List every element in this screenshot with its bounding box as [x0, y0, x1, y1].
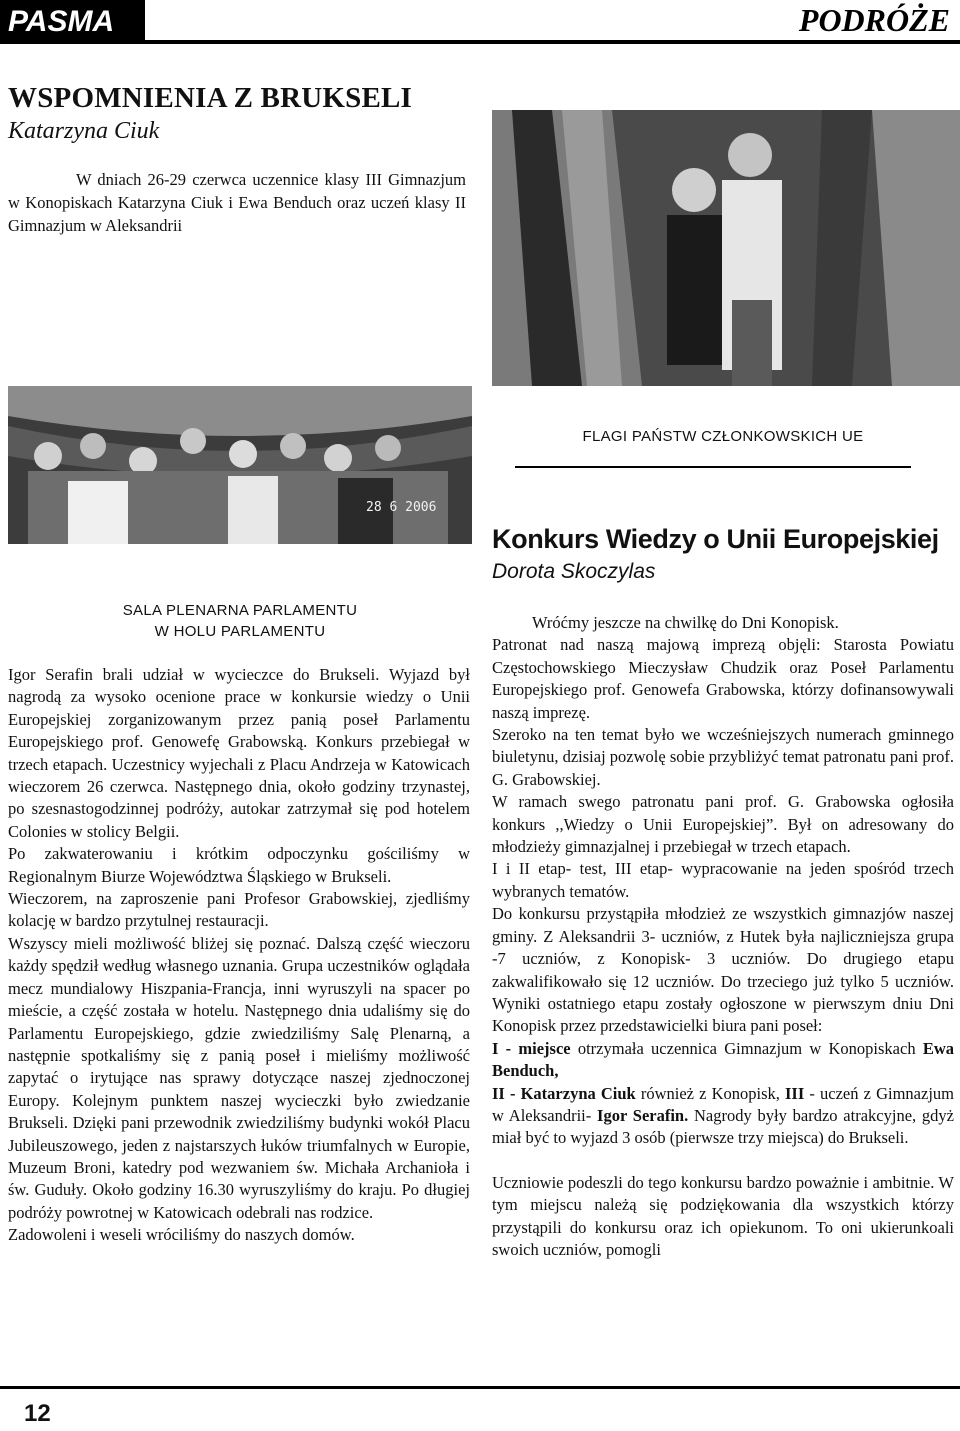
- section-label-right: PODRÓŻE: [798, 2, 950, 38]
- body-paragraph: Igor Serafin brali udział w wycieczce do Brukseli. Wyjazd był nagrodą za wysoko ocenione prace w konkursie wiedzy o Unii Europejskiej zorganizowanym przez panią poseł Parlamentu Europejskiego prof. Genowefę Grabowską. Konkurs przebiegał w trzech etapach. Uczestnicy wyjechali z Placu Andrzeja w Katowicach wieczorem 26 czerwca. Następnego dnia, około godziny trzynastej, po szesnastogodzinnej podróży, autokar zatrzymał się pod hotelem Colonies w stolicy Belgii.: [8, 665, 470, 841]
- contest-paragraph: Szeroko na ten temat było we wcześniejszych numerach gminnego biuletynu, dzisiaj pozwolę sobie przybliżyć temat patronatu pani prof. G. Grabowskiej.: [492, 725, 954, 789]
- contest-paragraph: W ramach swego patronatu pani prof. G. Grabowska ogłosiła konkurs ,,Wiedzy o Unii Europejskiej”. Był on adresowany do młodzieży gimnazjalnej i przebiegał w trzech etapach.: [492, 792, 954, 857]
- contest-paragraph: Patronat nad naszą majową imprezą objęli: Starosta Powiatu Częstochowskiego Mieczysław Chudzik oraz Poseł Parlamentu Europejskiego prof. Genowefa Grabowska, którzy dofinansowywali naszą imprezę.: [492, 635, 954, 722]
- article-intro: W dniach 26-29 czerwca uczennice klasy III Gimnazjum w Konopiskach Katarzyna Ciuk i Ewa Benduch oraz uczeń klasy II Gimnazjum w Aleksandrii: [8, 170, 466, 235]
- plenary-caption-line2: W HOLU PARLAMENTU: [154, 623, 326, 640]
- body-paragraph: Wszyscy mieli możliwość bliżej się poznać. Dalszą część wieczoru każdy spędził według własnego uznania. Grupa uczestników oglądała mecz mundialowy Hiszpania-Francja, inni wyruszyli na spacer po mieście, a część została w hotelu. Następnego dnia udaliśmy się do Parlamentu Europejskiego, gdzie zwiedziliśmy Salę Plenarną, a następnie spotkaliśmy się z panią poseł i mieliśmy możliwość zapytać o irytujące nas sprawy dotyczące naszej zjednoczonej Europy. Kolejnym punktem naszej wycieczki było zwiedzanie Brukseli. Dzięki pani przewodnik zwiedziliśmy budynki wokół Placu Jubileuszowego, jeden z najstarszych łuków triumfalnych w Europie, Muzeum Broni, katedry pod wezwaniem św. Michała Archanioła i św. Guduły. Około godziny 16.30 wyruszyliśmy do kraju. Po długiej podróży powrotnej w Katowicach odebrali nas rodzice.: [8, 933, 470, 1222]
- caption-rule: [515, 466, 911, 468]
- flags-caption: FLAGI PAŃSTW CZŁONKOWSKICH UE: [582, 428, 864, 445]
- result-tail: Nagrody były bardzo atrakcyjne, gdyż miał być to wyjazd 3 osób (pierwsze trzy miejsca) do Brukseli.: [492, 1105, 954, 1148]
- result-second-label: II - Katarzyna Ciuk: [492, 1083, 636, 1103]
- body-paragraph: Wieczorem, na zaproszenie pani Profesor Grabowskiej, zjedliśmy kolację w bardzo przytulnej restauracji.: [8, 889, 470, 931]
- plenary-hall-photo: [8, 386, 472, 544]
- article-body: [8, 664, 470, 1247]
- result-third-name: Igor Serafin.: [597, 1105, 689, 1125]
- result-third-text: - uczeń z Gimnazjum w Aleksandrii-: [492, 1083, 954, 1125]
- result-first-label: I - miejsce: [492, 1038, 571, 1058]
- contest-paragraph: Uczniowie podeszli do tego konkursu bardzo poważnie i ambitnie. W tym miejscu należą się podziękowania dla wszystkich którzy przystąpili do konkursu oraz ich opiekunom. To oni ukierunkoali swoich uczniów, pomogli: [492, 1172, 954, 1259]
- contest-paragraph: I i II etap- test, III etap- wypracowanie na jeden spośród trzech wybranych tematów.: [492, 859, 954, 901]
- body-paragraph: Zadowoleni i weseli wróciliśmy do naszych domów.: [8, 1225, 355, 1245]
- plenary-caption-line1: SALA PLENARNA PARLAMENTU: [122, 602, 358, 619]
- contest-article-body: [492, 612, 954, 1261]
- contest-paragraph: Do konkursu przystąpiła młodzież ze wszystkich gimnazjów naszej gminy. Z Aleksandrii 3- uczniów, z Hutek była najliczniejsza grupa -7 uczniów, z Konopisk- 3 uczniów. Do drugiego etapu zakwalifikowało się 12 uczniów. Do trzeciego już tylko 5 uczniów. Wyniki ostatniego etapu zostały ogłoszone w pierwszym dniu Dni Konopisk przez przedstawicielki biura pani poseł:: [492, 904, 954, 1036]
- result-first-name: Ewa Benduch,: [492, 1038, 954, 1081]
- contest-results: [492, 1083, 954, 1150]
- result-third-label: III: [785, 1083, 805, 1103]
- contest-results: [492, 1038, 954, 1083]
- result-first-text: otrzymała uczennica Gimnazjum w Konopiskach: [570, 1038, 923, 1058]
- flags-photo: [492, 110, 960, 386]
- plenary-caption: [8, 600, 472, 642]
- contest-paragraph: Wróćmy jeszcze na chwilkę do Dni Konopisk.: [532, 613, 839, 632]
- article-author: Katarzyna Ciuk: [8, 118, 160, 144]
- photo-date-stamp: 28 6 2006: [366, 500, 437, 515]
- contest-article-title: Konkurs Wiedzy o Unii Europejskiej: [492, 524, 939, 554]
- header-rule: [145, 40, 960, 44]
- footer-rule: [0, 1386, 960, 1389]
- body-paragraph: Po zakwaterowaniu i krótkim odpoczynku gościliśmy w Regionalnym Biurze Województwa Śląskiego w Brukseli.: [8, 844, 470, 886]
- section-label-left: PASMA: [0, 0, 145, 44]
- result-second-text: również z Konopisk,: [635, 1083, 786, 1103]
- page-number: 12: [24, 1400, 51, 1427]
- article-title: WSPOMNIENIA Z BRUKSELI: [8, 82, 413, 114]
- contest-article-author: Dorota Skoczylas: [492, 560, 656, 583]
